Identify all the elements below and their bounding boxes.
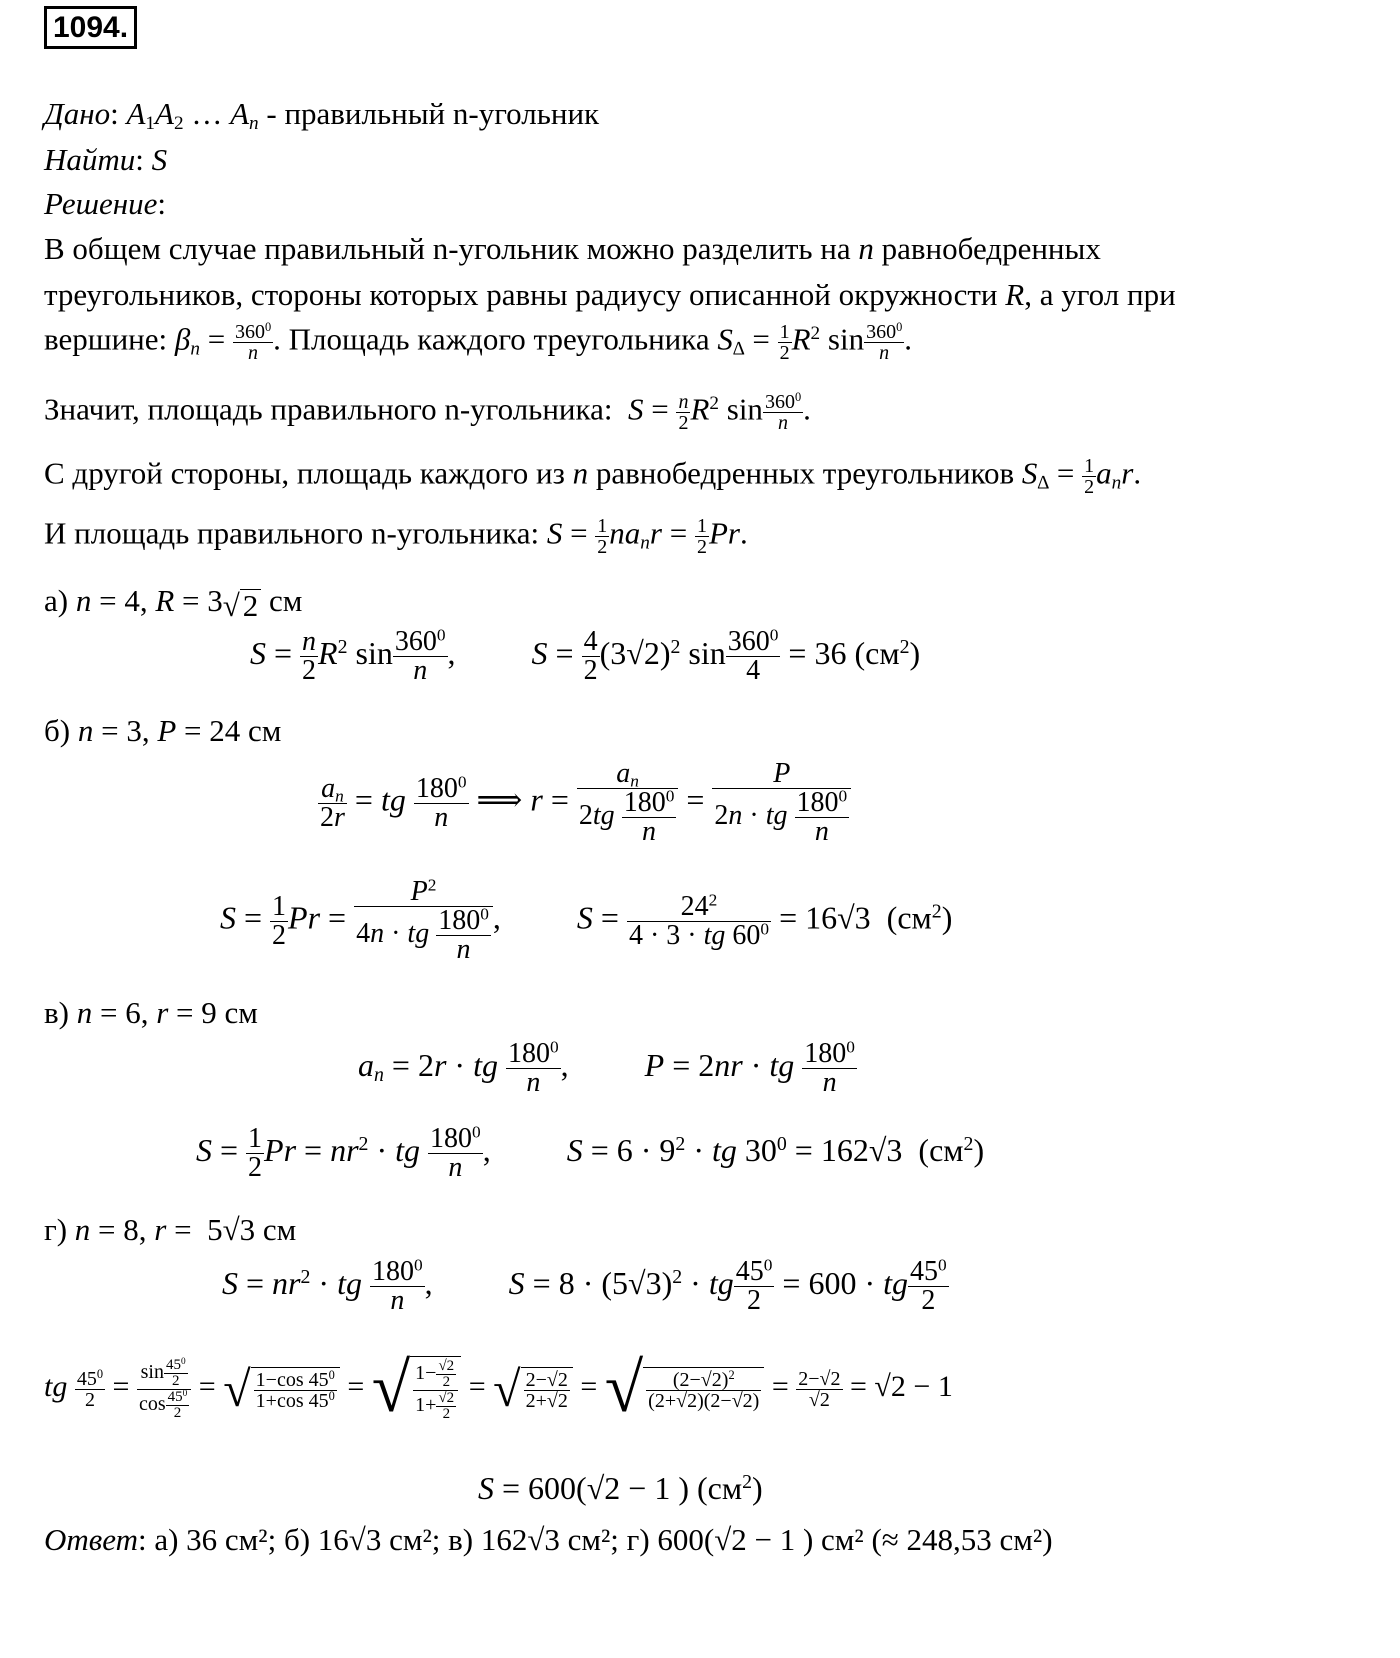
problem-number: 1094. xyxy=(44,6,137,49)
para1-line3: вершине: $\beta_n$ = $\frac{360^0}{n}$ . Площадь каждого треугольника $S_\Delta$ = $\frac{1}{2}$ $R^2$ sin $\frac{360^0}{n}$ . xyxy=(44,320,913,364)
part-b-header: б) n = 3, P = 24 см xyxy=(44,713,282,748)
part-g-header: г) n = 8, r = 5√3 см xyxy=(44,1212,297,1247)
given-line: Дано: $A_1A_2$ … $A_n$ - правильный n-угольник xyxy=(44,96,600,134)
part-a-header: а) n = 4, R = 3√2 см xyxy=(44,583,303,624)
solution-label: Решение xyxy=(44,186,158,221)
part-v-formula1: $a_n = 2r$ · tg $\frac{180^0}{n}$ , P = 2nr · tg $\frac{180^0}{n}$ xyxy=(358,1037,855,1098)
part-g-formula2: tg $\frac{45^0}{2}$ = sin $\frac{45^0}{2}$ cos $\frac{45^0}{2}$ = √ $\frac{1-\cos 45^0}{1+\cos 45^0}$ = √ 1− $\frac{√2}{2}$ 1+ $\frac{√2}{2}$ = √ $\frac{2-√2}{2+√2}$ = √ $\frac{(2-√2)^2}{(2+√2)(2-√2)}$ = $\frac{2-√2}{√2}$ = √2 − 1 xyxy=(44,1350,953,1427)
para3: С другой стороны, площадь каждого из n равнобедренных треугольников $S_\Delta$ = $\frac{1}{2}$ $a_nr$. xyxy=(44,455,1142,498)
solution-line: Решение: xyxy=(44,186,166,221)
part-b-formula1: $\frac{a_n}{2r}$ = tg $\frac{180^0}{n}$ ⟹ r = $a_n$ 2tg $\frac{180^0}{n}$ = P 2n · tg $\frac{180^0}{n}$ xyxy=(318,760,851,846)
part-v-header: в) n = 6, r = 9 см xyxy=(44,995,258,1030)
part-b-formula2: S = $\frac{1}{2}$ Pr = $P^2$ 4n · tg $\frac{180^0}{n}$ , S = $\frac{24^2}{4 \cdot 3 \cdot tg 60^0}$ = 16√3 $(см^2)$ xyxy=(220,875,953,965)
part-a-formula: S = $\frac{n}{2}$ $R^2$ sin $\frac{360^0}{n}$ , S = $\frac{4}{2}$ $(3√2)^2$ sin $\frac{360^0}{4}$ = 36 $(см^2)$ xyxy=(250,625,921,686)
find-value: S xyxy=(151,142,168,177)
para1-line1: В общем случае правильный n-угольник можно разделить на n равнобедренных xyxy=(44,231,1101,266)
para2: Значит, площадь правильного n-угольника: S = $\frac{n}{2}$ $R^2$ sin $\frac{360^0}{n}$ . xyxy=(44,390,811,434)
part-g-formula1: $S = nr^2$ · tg $\frac{180^0}{n}$ , $S = 8 \cdot (5√3)^2$ · tg $\frac{45^0}{2}$ = 600 · tg $\frac{45^0}{2}$ xyxy=(222,1255,947,1316)
part-g-formula3: S = 600(√2 − 1 ) $(см^2)$ xyxy=(478,1470,763,1506)
part-v-formula2: S = $\frac{1}{2}$ $Pr = nr^2$ · tg $\frac{180^0}{n}$ , $S = 6 \cdot 9^2$ · tg $30^0 = 162√3$ $(см^2)$ xyxy=(196,1122,985,1183)
find-label: Найти xyxy=(44,142,136,177)
given-label: Дано xyxy=(44,96,111,131)
para1-line2: треугольников, стороны которых равны радиусу описанной окружности R, а угол при xyxy=(44,277,1176,312)
answer-line: Ответ: а) 36 см²; б) 16√3 см²; в) 162√3 см²; г) 600(√2 − 1 ) см² (≈ 248,53 см²) xyxy=(44,1522,1053,1557)
answer-text: а) 36 см²; б) 16√3 см²; в) 162√3 см²; г) 600(√2 − 1 ) см² (≈ 248,53 см²) xyxy=(154,1522,1053,1557)
find-line: Найти: S xyxy=(44,142,168,177)
answer-label: Ответ xyxy=(44,1522,138,1557)
para4: И площадь правильного n-угольника: S = $\frac{1}{2}$ $na_nr$ = $\frac{1}{2}$ Pr. xyxy=(44,515,748,558)
